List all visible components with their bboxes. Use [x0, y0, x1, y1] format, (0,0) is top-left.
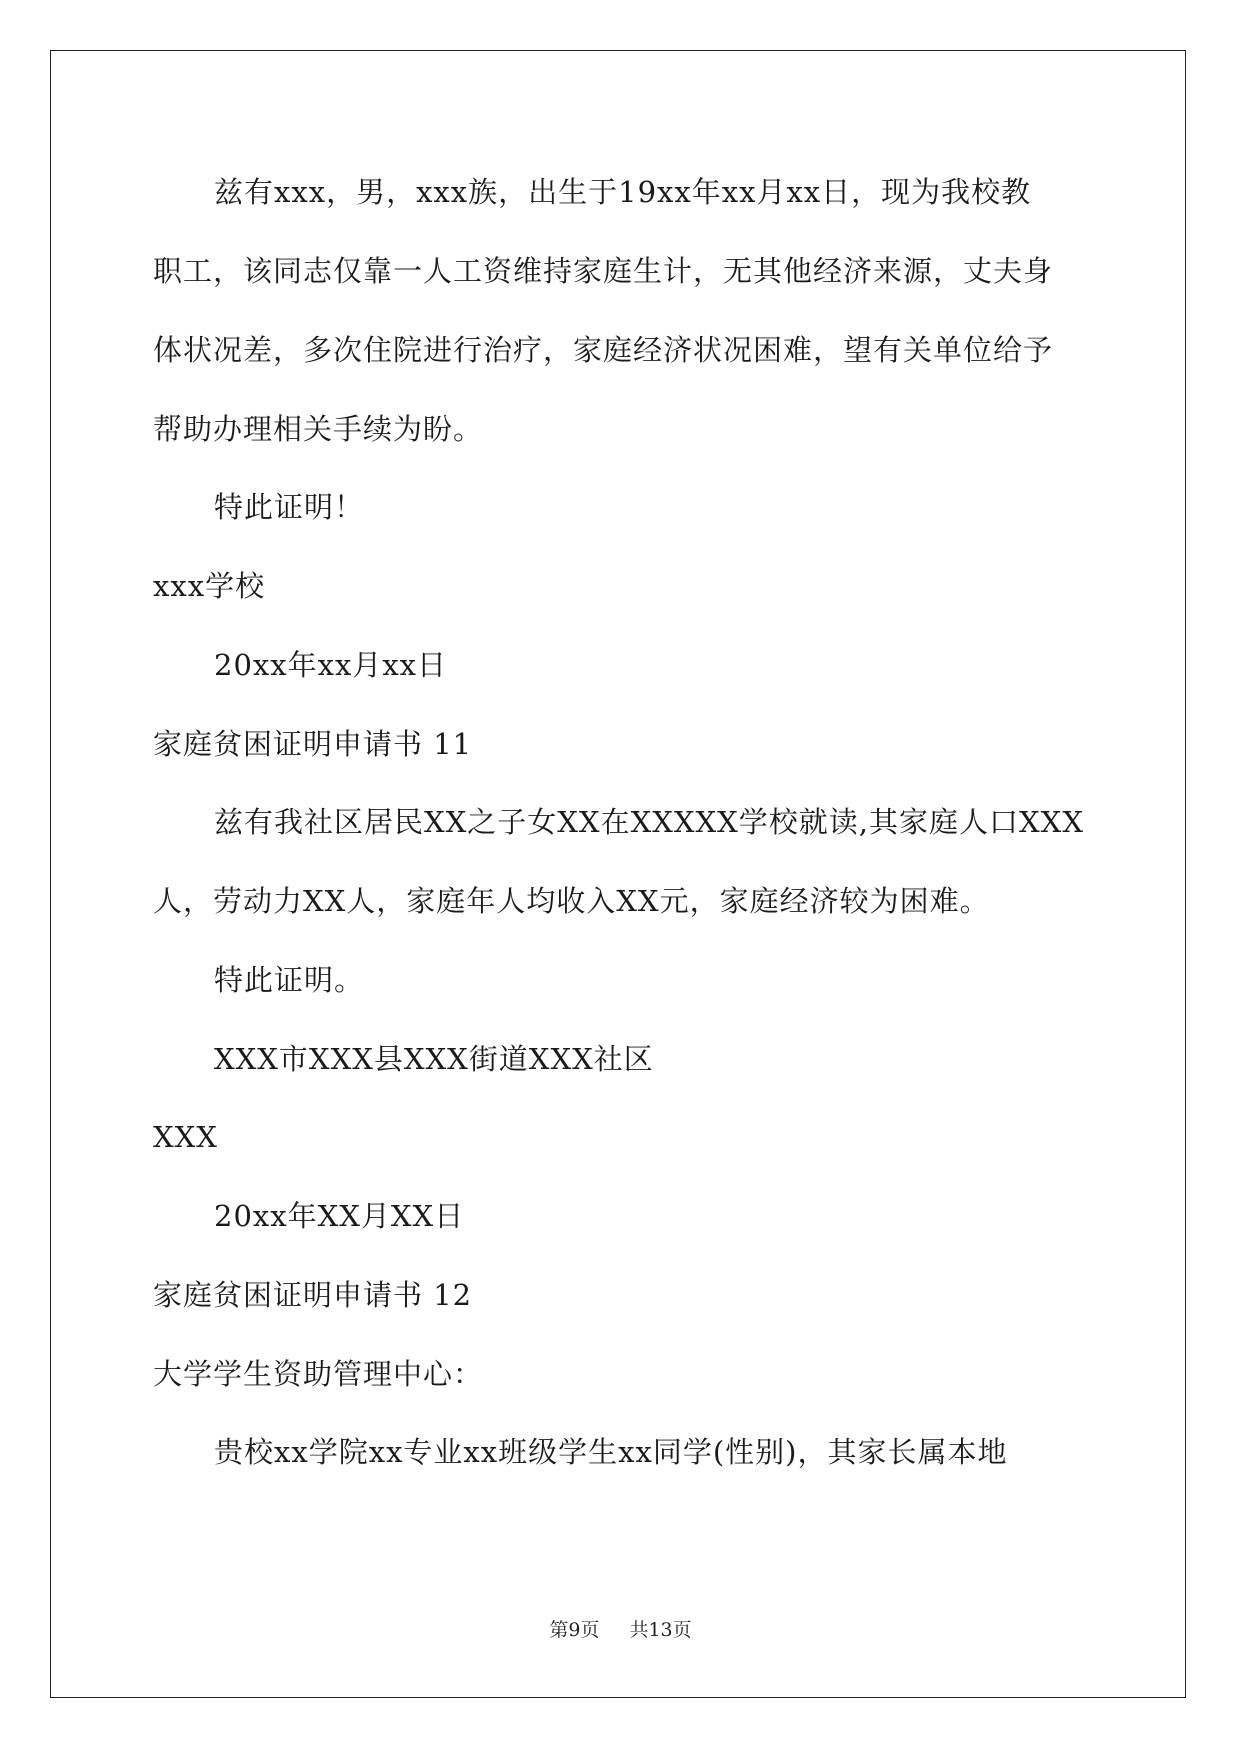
certify-text-1: 特此证明！ [214, 490, 365, 524]
section-heading-12: 家庭贫困证明申请书 12 [153, 1278, 473, 1312]
paragraph-1-line-4: 帮助办理相关手续为盼。 [153, 412, 484, 446]
paragraph-1-line-1: 兹有xxx，男，xxx族，出生于19xx年xx月xx日，现为我校教 [214, 175, 1032, 209]
salutation: 大学学生资助管理中心： [153, 1357, 484, 1391]
section-heading-11: 家庭贫困证明申请书 11 [153, 727, 473, 761]
paragraph-2-line-1: 兹有我社区居民XX之子女XX在XXXXX学校就读,其家庭人口XXX [214, 805, 1084, 839]
date-2: 20xx年XX月XX日 [214, 1199, 465, 1233]
paragraph-1-line-3: 体状况差，多次住院进行治疗，家庭经济状况困难，望有关单位给予 [153, 333, 1054, 367]
school-signature: xxx学校 [153, 569, 266, 603]
page-total: 共13页 [629, 1619, 692, 1641]
page-footer [0, 1618, 1241, 1642]
community-address: XXX市XXX县XXX街道XXX社区 [214, 1042, 654, 1076]
date-1: 20xx年xx月xx日 [214, 648, 448, 682]
signatory-name: XXX [153, 1120, 218, 1154]
certify-text-2: 特此证明。 [214, 963, 365, 997]
page-number: 第9页 [549, 1619, 600, 1641]
paragraph-2-line-2: 人，劳动力XX人，家庭年人均收入XX元，家庭经济较为困难。 [153, 884, 990, 918]
paragraph-3-line-1: 贵校xx学院xx专业xx班级学生xx同学(性别)，其家长属本地 [214, 1435, 1008, 1469]
paragraph-1-line-2: 职工，该同志仅靠一人工资维持家庭生计，无其他经济来源，丈夫身 [153, 254, 1054, 288]
